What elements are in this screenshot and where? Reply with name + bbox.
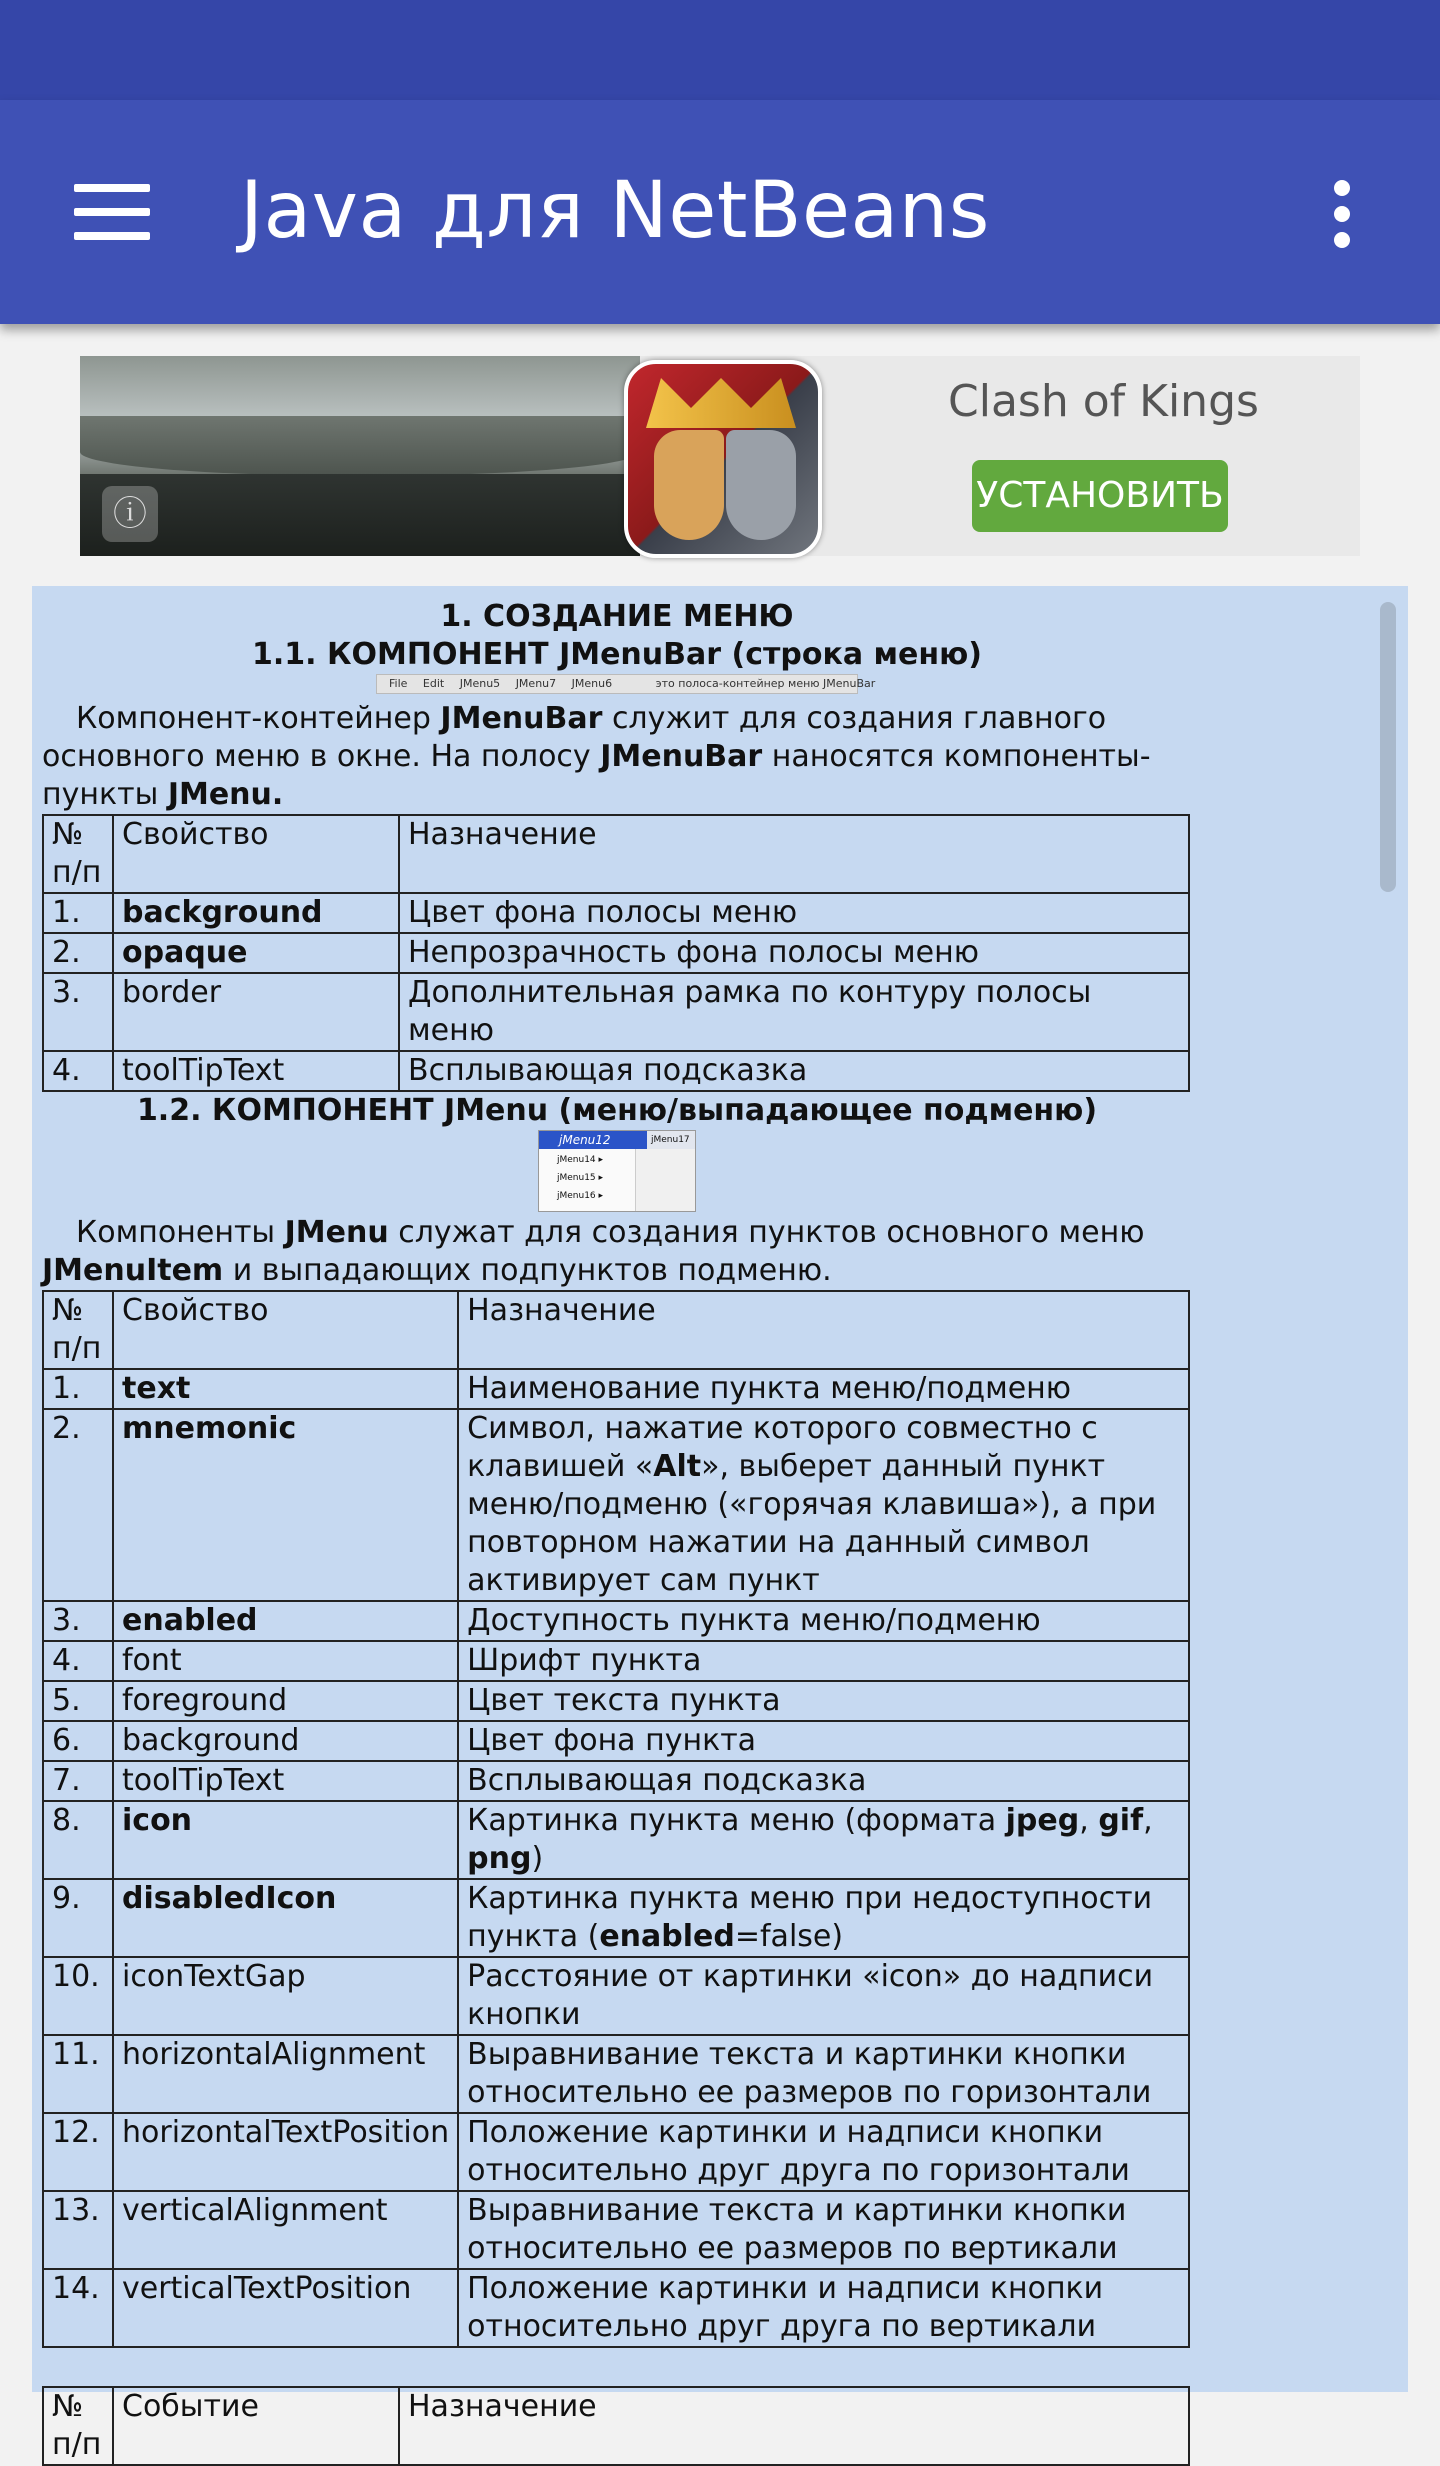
table-row: 1. background Цвет фона полосы меню <box>43 893 1189 933</box>
table-row: 4. toolTipText Всплывающая подсказка <box>43 1051 1189 1091</box>
install-button[interactable]: УСТАНОВИТЬ <box>972 460 1228 532</box>
table-menubar-properties <box>42 814 1190 1092</box>
ad-photo <box>80 356 640 556</box>
table-row: 8. icon Картинка пункта меню (формата jpeg, gif, png) <box>43 1801 1189 1879</box>
table-row: 3. border Дополнительная рамка по контуру полосы меню <box>43 973 1189 1051</box>
table-jmenu-events <box>42 2386 1190 2466</box>
more-vert-icon[interactable] <box>1318 178 1368 250</box>
app-bar <box>0 100 1440 324</box>
document <box>42 586 1192 2466</box>
hamburger-menu-icon[interactable] <box>74 184 150 240</box>
table-row: 6. background Цвет фона пункта <box>43 1721 1189 1761</box>
content-area[interactable] <box>32 586 1408 2462</box>
table-row: 3. enabled Доступность пункта меню/подменю <box>43 1601 1189 1641</box>
jmenu-image: jMenu12 jMenu17 jMenu14 ▸ jMenu15 ▸ jMenu16 ▸ <box>538 1130 696 1212</box>
table-row: 1. text Наименование пункта меню/подменю <box>43 1369 1189 1409</box>
table-row: 10. iconTextGap Расстояние от картинки «icon» до надписи кнопки <box>43 1957 1189 2035</box>
table-row: 2. mnemonic Символ, нажатие которого совместно с клавишей «Alt», выберет данный пункт меню/подменю («горячая клавиша»), а при повторном нажатии на данный символ активирует сам пункт <box>43 1409 1189 1601</box>
paragraph-2: Компоненты JMenu служат для создания пунктов основного меню JMenuItem и выпадающих подпунктов подменю. <box>42 1215 1145 1288</box>
info-icon[interactable]: ⓘ <box>102 486 158 542</box>
table-row: 7. toolTipText Всплывающая подсказка <box>43 1761 1189 1801</box>
scrollbar[interactable] <box>1380 602 1396 892</box>
table-row: 11. horizontalAlignment Выравнивание текста и картинки кнопки относительно ее размеров по горизонтали <box>43 2035 1189 2113</box>
table-row: 5. foreground Цвет текста пункта <box>43 1681 1189 1721</box>
ad-app-icon <box>624 360 822 558</box>
table-row: 9. disabledIcon Картинка пункта меню при недоступности пункта (enabled=false) <box>43 1879 1189 1957</box>
heading-1: 1. СОЗДАНИЕ МЕНЮ <box>440 599 794 634</box>
status-bar <box>0 0 1440 100</box>
ad-app-name: Clash of Kings <box>948 376 1259 427</box>
table-header-row: № п/п Свойство Назначение <box>43 815 1189 893</box>
table-row: 2. opaque Непрозрачность фона полосы меню <box>43 933 1189 973</box>
heading-1-2: 1.2. КОМПОНЕНТ JMenu (меню/выпадающее подменю) <box>136 1093 1098 1128</box>
table-row: 12. horizontalTextPosition Положение картинки и надписи кнопки относительно друг друга по горизонтали <box>43 2113 1189 2191</box>
app-title: Java для NetBeans <box>240 166 990 256</box>
heading-1-1: 1.1. КОМПОНЕНТ JMenuBar (строка меню) <box>251 637 982 672</box>
table-jmenu-properties <box>42 1290 1190 2348</box>
table-row: 4. font Шрифт пункта <box>43 1641 1189 1681</box>
table-row: 14. verticalTextPosition Положение картинки и надписи кнопки относительно друг друга по вертикали <box>43 2269 1189 2347</box>
table-header-row: № п/п Событие Назначение <box>43 2387 1189 2465</box>
paragraph-1: Компонент-контейнер JMenuBar служит для создания главного основного меню в окне. На полосу JMenuBar наносятся компоненты-пункты JMenu. <box>42 701 1151 812</box>
table-row: 13. verticalAlignment Выравнивание текста и картинки кнопки относительно ее размеров по вертикали <box>43 2191 1189 2269</box>
ad-banner[interactable] <box>80 356 1360 556</box>
table-header-row: № п/п Свойство Назначение <box>43 1291 1189 1369</box>
menubar-image: File Edit JMenu5 JMenu7 JMenu6 это полоса-контейнер меню JMenuBar <box>376 674 858 694</box>
